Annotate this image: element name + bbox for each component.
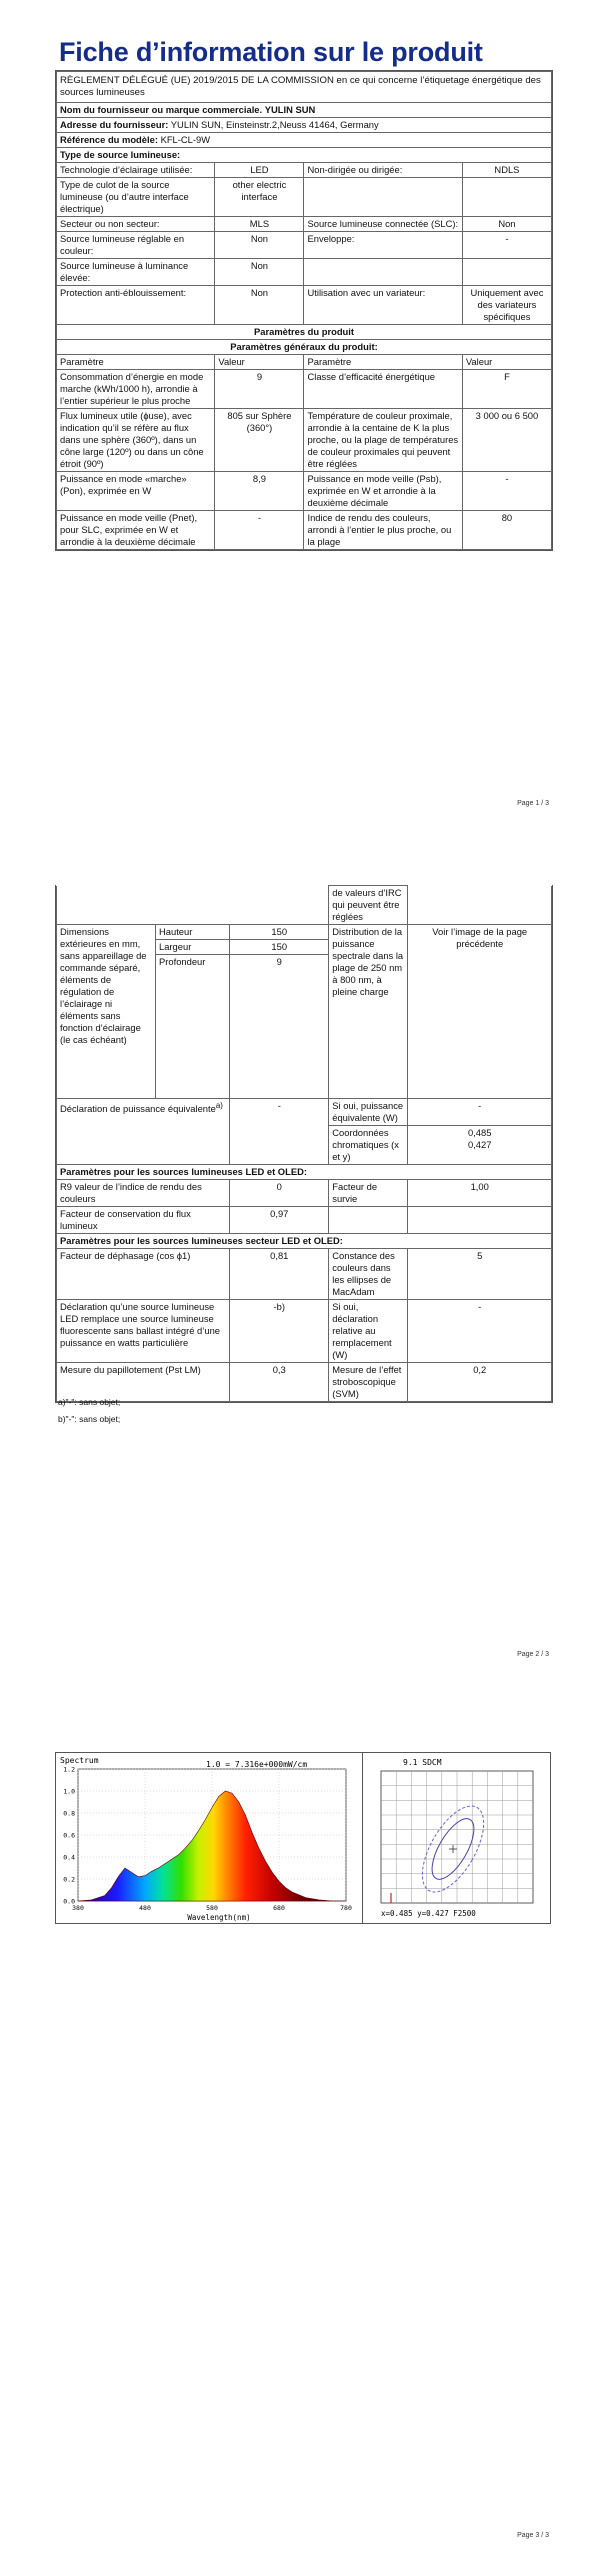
spectrum-title: Spectrum <box>60 1756 99 1765</box>
param-label: Flux lumineux utile (ɸuse), avec indication qu’il se réfère au flux dans une sphère (360º), dans un cône large (120º) ou dans un cône étroit (90º) <box>57 409 215 472</box>
y-tick-label: 0.4 <box>63 1853 75 1862</box>
survival-value: 1,00 <box>408 1180 552 1207</box>
spectrum-xlabel: Wavelength(nm) <box>187 1913 251 1922</box>
param-value-2: 80 <box>462 511 551 550</box>
y-tick-label: 0.2 <box>63 1875 75 1884</box>
param-value: Non <box>215 286 304 325</box>
param-value-2: 3 000 ou 6 500 <box>462 409 551 472</box>
param-value-2: Non <box>462 217 551 232</box>
chroma-y: 0,427 <box>467 1139 492 1150</box>
param-label: Consommation d’énergie en mode marche (kWh/1000 h), arrondie à l’entier supérieur le plus proche <box>57 370 215 409</box>
replace-w-label: Si oui, déclaration relative au remplacement (W) <box>329 1300 408 1363</box>
sdcm-footer: x=0.485 y=0.427 F2500 <box>381 1909 476 1918</box>
equiv-power-value: - <box>408 1099 552 1126</box>
mains-title: Paramètres pour les sources lumineuses secteur LED et OLED: <box>57 1234 552 1249</box>
svm-label: Mesure de l’effet stroboscopique (SVM) <box>329 1363 408 1402</box>
r9-label: R9 valeur de l’indice de rendu des couleurs <box>57 1180 230 1207</box>
address-label: Adresse du fournisseur: <box>60 119 169 130</box>
pst-value: 0,3 <box>230 1363 329 1402</box>
supplier-row <box>57 103 552 118</box>
led-oled-title: Paramètres pour les sources lumineuses LED et OLED: <box>57 1165 552 1180</box>
param-value-2: Uniquement avec des variateurs spécifiques <box>462 286 551 325</box>
spectrum-figure <box>55 1752 364 1924</box>
param-value: MLS <box>215 217 304 232</box>
general-param-row <box>57 511 552 550</box>
survival-label: Facteur de survie <box>329 1180 408 1207</box>
width-label: Largeur <box>156 940 230 955</box>
maintenance-value: 0,97 <box>230 1207 329 1234</box>
section-product-params: Paramètres du produit <box>57 325 552 340</box>
sdcm-chart <box>363 1753 550 1923</box>
light-source-row <box>57 259 552 286</box>
replace-w-value: - <box>408 1300 552 1363</box>
param-label-2: Indice de rendu des couleurs, arrondi à l’entier le plus proche, ou la plage <box>304 511 462 550</box>
x-tick-label: 780 <box>340 1904 352 1912</box>
spectrum-header: 1.0 = 7.316e+000mW/cm <box>206 1760 308 1769</box>
chroma-cell <box>408 1126 552 1165</box>
param-value: Non <box>215 259 304 286</box>
general-param-row <box>57 472 552 511</box>
param-label-2 <box>304 259 462 286</box>
general-param-row <box>57 409 552 472</box>
equiv-decl-value: - <box>230 1099 329 1165</box>
irc-continuation: de valeurs d’IRC qui peuvent être réglées <box>329 886 408 925</box>
page-2 <box>0 885 603 1685</box>
svm-value: 0,2 <box>408 1363 552 1402</box>
height-label: Hauteur <box>156 925 230 940</box>
param-value-2: - <box>462 232 551 259</box>
depth-label: Profondeur <box>156 955 230 1099</box>
param-value-2: NDLS <box>462 163 551 178</box>
footnote-b: b)"-": sans objet; <box>58 1414 121 1424</box>
light-source-row <box>57 163 552 178</box>
phase-label: Facteur de déphasage (cos ϕ1) <box>57 1249 230 1300</box>
x-tick-label: 580 <box>206 1904 218 1912</box>
supplier-label: Nom du fournisseur ou marque commerciale. <box>60 104 263 115</box>
maintenance-label: Facteur de conservation du flux lumineux <box>57 1207 230 1234</box>
param-label: Puissance en mode veille (Pnet), pour SLC, exprimée en W et arrondie à la deuxième décimale <box>57 511 215 550</box>
param-label-2: Puissance en mode veille (Psb), exprimée en W et arrondie à la deuxième décimale <box>304 472 462 511</box>
param-label-2: Utilisation avec un variateur: <box>304 286 462 325</box>
address-row <box>57 118 552 133</box>
spd-label: Distribution de la puissance spectrale dans la plage de 250 nm à 800 nm, à pleine charge <box>329 925 408 1099</box>
page-number: Page 1 / 3 <box>517 800 549 807</box>
param-label-2: Température de couleur proximale, arrondie à la centaine de K la plus proche, ou la plage de températures de couleur proximales qui peuvent être réglées <box>304 409 462 472</box>
param-label-2: Classe d’efficacité énergétique <box>304 370 462 409</box>
general-param-row <box>57 370 552 409</box>
product-info-table-continued <box>55 885 553 1403</box>
param-label-2 <box>304 178 462 217</box>
height-value: 150 <box>230 925 329 940</box>
param-label: Source lumineuse à luminance élevée: <box>57 259 215 286</box>
replace-label: Déclaration qu’une source lumineuse LED remplace une source lumineuse fluorescente sans ballast intégré d’une puissance en watts particulière <box>57 1300 230 1363</box>
y-tick-label: 0.8 <box>63 1809 75 1818</box>
equiv-decl-label: Déclaration de puissance équivalente <box>60 1103 216 1115</box>
width-value: 150 <box>230 940 329 955</box>
param-value: - <box>215 511 304 550</box>
replace-value: -b) <box>230 1300 329 1363</box>
section-general-params: Paramètres généraux du produit: <box>57 340 552 355</box>
param-value: 9 <box>215 370 304 409</box>
pst-label: Mesure du papillotement (Pst LM) <box>57 1363 230 1402</box>
chroma-x: 0,485 <box>467 1127 492 1138</box>
param-label: Puissance en mode «marche» (Pon), exprimée en W <box>57 472 215 511</box>
phase-value: 0,81 <box>230 1249 329 1300</box>
spd-value: Voir l’image de la page précédente <box>408 925 552 1099</box>
depth-value: 9 <box>230 955 329 1099</box>
param-label: Technologie d’éclairage utilisée: <box>57 163 215 178</box>
sdcm-figure <box>362 1752 551 1924</box>
param-label: Source lumineuse réglable en couleur: <box>57 232 215 259</box>
param-value-2: F <box>462 370 551 409</box>
type-label: Type de source lumineuse: <box>57 148 552 163</box>
light-source-row <box>57 286 552 325</box>
spectrum-area <box>78 1791 346 1901</box>
param-value: Non <box>215 232 304 259</box>
footnote-a: a)"-": sans objet; <box>58 1397 121 1407</box>
param-label: Protection anti-éblouissement: <box>57 286 215 325</box>
equiv-decl-cell <box>57 1099 230 1165</box>
equiv-power-label: Si oui, puissance équivalente (W) <box>329 1099 408 1126</box>
y-tick-label: 1.2 <box>63 1765 75 1774</box>
x-tick-label: 380 <box>72 1904 84 1912</box>
param-value: other electric interface <box>215 178 304 217</box>
light-source-row <box>57 217 552 232</box>
regulation-text: RÈGLEMENT DÉLÉGUÉ (UE) 2019/2015 DE LA COMMISSION en ce qui concerne l’étiquetage énergétique des sources lumineuses <box>57 72 552 103</box>
chroma-label: Coordonnées chromatiques (x et y) <box>329 1126 408 1165</box>
param-value: 8,9 <box>215 472 304 511</box>
y-tick-label: 0.0 <box>63 1897 75 1906</box>
y-tick-label: 1.0 <box>63 1787 75 1796</box>
sdcm-title: 9.1 SDCM <box>403 1758 442 1767</box>
r9-value: 0 <box>230 1180 329 1207</box>
col-value-1: Valeur <box>215 355 304 370</box>
page-number: Page 3 / 3 <box>517 2532 549 2539</box>
param-value-2 <box>462 259 551 286</box>
column-header-row <box>57 355 552 370</box>
y-tick-label: 0.6 <box>63 1831 75 1840</box>
product-info-table <box>55 70 553 551</box>
x-tick-label: 480 <box>139 1904 151 1912</box>
param-label: Type de culot de la source lumineuse (ou d’autre interface électrique) <box>57 178 215 217</box>
document-title: Fiche d’information sur le produit <box>59 37 483 67</box>
page-1 <box>0 0 603 820</box>
col-param-1: Paramètre <box>57 355 215 370</box>
macadam-label: Constance des couleurs dans les ellipses de MacAdam <box>329 1249 408 1300</box>
model-label: Référence du modèle: <box>60 134 158 145</box>
dimensions-label: Dimensions extérieures en mm, sans appareillage de commande séparé, éléments de régulation de l’éclairage ni éléments sans fonction d’éclairage (le cas échéant) <box>57 925 156 1099</box>
param-label-2: Enveloppe: <box>304 232 462 259</box>
equiv-decl-note: a) <box>215 1101 223 1110</box>
param-label-2: Source lumineuse connectée (SLC): <box>304 217 462 232</box>
param-value: LED <box>215 163 304 178</box>
model-value: KFL-CL-9W <box>160 134 211 145</box>
param-value: 805 sur Sphère (360°) <box>215 409 304 472</box>
col-param-2: Paramètre <box>304 355 462 370</box>
address-value: YULIN SUN, Einsteinstr.2,Neuss 41464, Germany <box>170 119 379 130</box>
param-label-2: Non-dirigée ou dirigée: <box>304 163 462 178</box>
macadam-value: 5 <box>408 1249 552 1300</box>
page-3 <box>0 1720 603 2560</box>
light-source-row <box>57 232 552 259</box>
spectrum-chart <box>56 1753 363 1923</box>
param-value-2: - <box>462 472 551 511</box>
model-row <box>57 133 552 148</box>
supplier-value: YULIN SUN <box>264 104 316 115</box>
light-source-row <box>57 178 552 217</box>
param-label: Secteur ou non secteur: <box>57 217 215 232</box>
page-number: Page 2 / 3 <box>517 1651 549 1658</box>
x-tick-label: 680 <box>273 1904 285 1912</box>
param-value-2 <box>462 178 551 217</box>
col-value-2: Valeur <box>462 355 551 370</box>
